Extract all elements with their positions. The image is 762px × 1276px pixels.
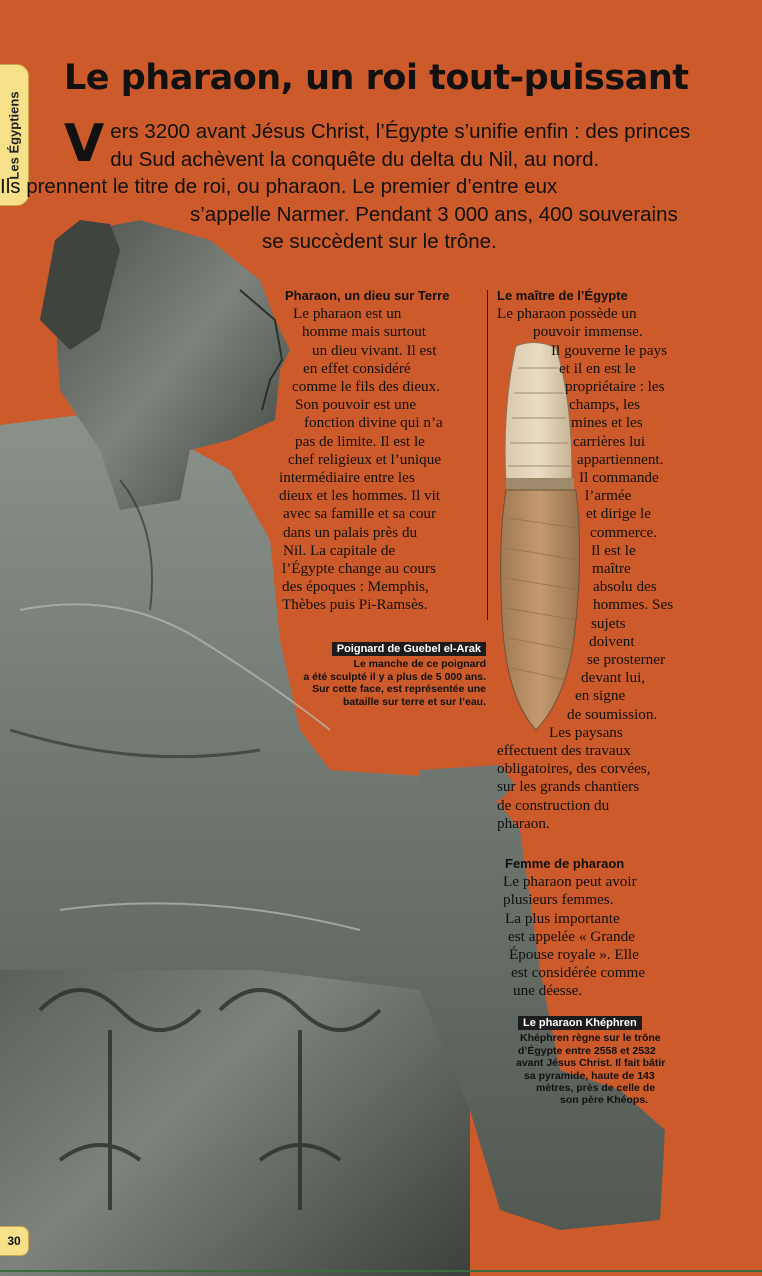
caption-khephren [518, 1016, 698, 1107]
text-line: des époques : Memphis, [282, 578, 429, 596]
dropcap: V [64, 114, 105, 174]
text-line: mines et les [571, 414, 643, 432]
text-line: carrières lui [573, 432, 646, 450]
text-line: en signe [575, 687, 626, 705]
bottom-rule [0, 1270, 762, 1272]
caption-tag: Poignard de Guebel el-Arak [332, 642, 486, 656]
caption-line: d’Égypte entre 2558 et 2532 [518, 1044, 656, 1057]
text-line: Nil. La capitale de [283, 541, 396, 559]
intro-line: se succèdent sur le trône. [262, 230, 497, 253]
text-line: avec sa famille et sa cour [283, 505, 437, 523]
text-line: Thèbes puis Pi-Ramsès. [282, 596, 428, 614]
section-pharaon-dieu [279, 287, 450, 615]
text-line: commerce. [590, 523, 658, 541]
text-line: comme le fils des dieux. [292, 378, 441, 396]
section-heading: Pharaon, un dieu sur Terre [285, 288, 450, 303]
text-line: Il est le [591, 541, 636, 559]
caption-line: mètres, près de celle de [536, 1082, 656, 1095]
caption-line: Khéphren règne sur le trône [520, 1032, 661, 1045]
text-line: pouvoir immense. [533, 323, 643, 341]
text-line: un dieu vivant. Il est [312, 341, 437, 359]
text-line: dans un palais près du [283, 523, 418, 541]
text-line: en effet considéré [303, 359, 411, 377]
caption-line: Sur cette face, est représentée une [312, 683, 486, 696]
column-divider [487, 290, 488, 620]
text-line: est appelée « Grande [508, 927, 635, 945]
caption-tag: Le pharaon Khéphren [518, 1016, 642, 1030]
text-line: l’armée [585, 487, 632, 505]
page-number: 30 [0, 1226, 29, 1256]
text-line: de construction du [497, 796, 610, 814]
section-tab-label: Les Égyptiens [6, 90, 22, 180]
caption-line: Le manche de ce poignard [353, 658, 486, 671]
caption-dagger [280, 642, 486, 708]
text-line: absolu des [593, 578, 657, 596]
text-line: Les paysans [549, 723, 623, 741]
section-heading: Le maître de l’Égypte [497, 288, 628, 303]
text-line: Épouse royale ». Elle [509, 946, 639, 964]
text-line: sur les grands chantiers [497, 778, 640, 796]
text-line: chef religieux et l’unique [288, 450, 442, 468]
text-line: l’Égypte change au cours [282, 560, 436, 578]
caption-line: son père Khéops. [560, 1094, 649, 1107]
intro-line: du Sud achèvent la conquête du delta du Nil, au nord. [110, 147, 600, 171]
page-title: Le pharaon, un roi tout-puissant [64, 58, 689, 98]
text-line: maître [592, 560, 631, 578]
text-line: devant lui, [581, 669, 646, 687]
text-line: hommes. Ses [593, 596, 674, 614]
text-line: Il gouverne le pays [551, 341, 667, 359]
text-line: Le pharaon possède un [497, 305, 637, 323]
caption-line: a été sculpté il y a plus de 5 000 ans. [303, 670, 486, 683]
text-line: Le pharaon est un [293, 305, 402, 323]
text-line: doivent [589, 632, 635, 650]
text-line: dieux et les hommes. Il vit [279, 487, 441, 505]
intro-line: s’appelle Narmer. Pendant 3 000 ans, 400 souverains [190, 202, 678, 226]
text-line: et il en est le [559, 359, 636, 377]
caption-line: sa pyramide, haute de 143 [524, 1069, 655, 1082]
text-line: intermédiaire entre les [279, 469, 415, 487]
text-line: pharaon. [497, 814, 550, 832]
intro-line: Ils prennent le titre de roi, ou pharaon. Le premier d’entre eux [0, 175, 558, 198]
text-line: appartiennent. [577, 450, 664, 468]
text-line: plusieurs femmes. [503, 891, 614, 909]
text-line: Son pouvoir est une [295, 396, 417, 414]
text-line: effectuent des travaux [497, 742, 631, 760]
text-line: obligatoires, des corvées, [497, 760, 651, 778]
text-line: La plus importante [505, 909, 620, 927]
text-line: homme mais surtout [302, 323, 427, 341]
text-line: champs, les [569, 396, 640, 414]
caption-line: bataille sur terre et sur l’eau. [343, 695, 486, 708]
text-line: Le pharaon peut avoir [503, 873, 637, 891]
text-line: fonction divine qui n’a [304, 414, 443, 432]
text-line: se prosterner [587, 651, 666, 669]
intro-line: ers 3200 avant Jésus Christ, l’Égypte s’unifie enfin : des princes [110, 120, 691, 143]
section-heading: Femme de pharaon [505, 856, 625, 871]
text-line: et dirige le [586, 505, 651, 523]
text-line: une déesse. [513, 982, 583, 1000]
text-line: est considérée comme [511, 964, 646, 982]
text-line: sujets [591, 614, 626, 632]
text-line: de soumission. [567, 705, 658, 723]
text-line: pas de limite. Il est le [295, 432, 425, 450]
section-maitre-egypte [497, 287, 673, 833]
section-femme-pharaon [505, 855, 645, 1001]
text-line: propriétaire : les [565, 378, 665, 396]
text-line: Il commande [579, 469, 659, 487]
caption-line: avant Jésus Christ. Il fait bâtir [516, 1057, 666, 1070]
